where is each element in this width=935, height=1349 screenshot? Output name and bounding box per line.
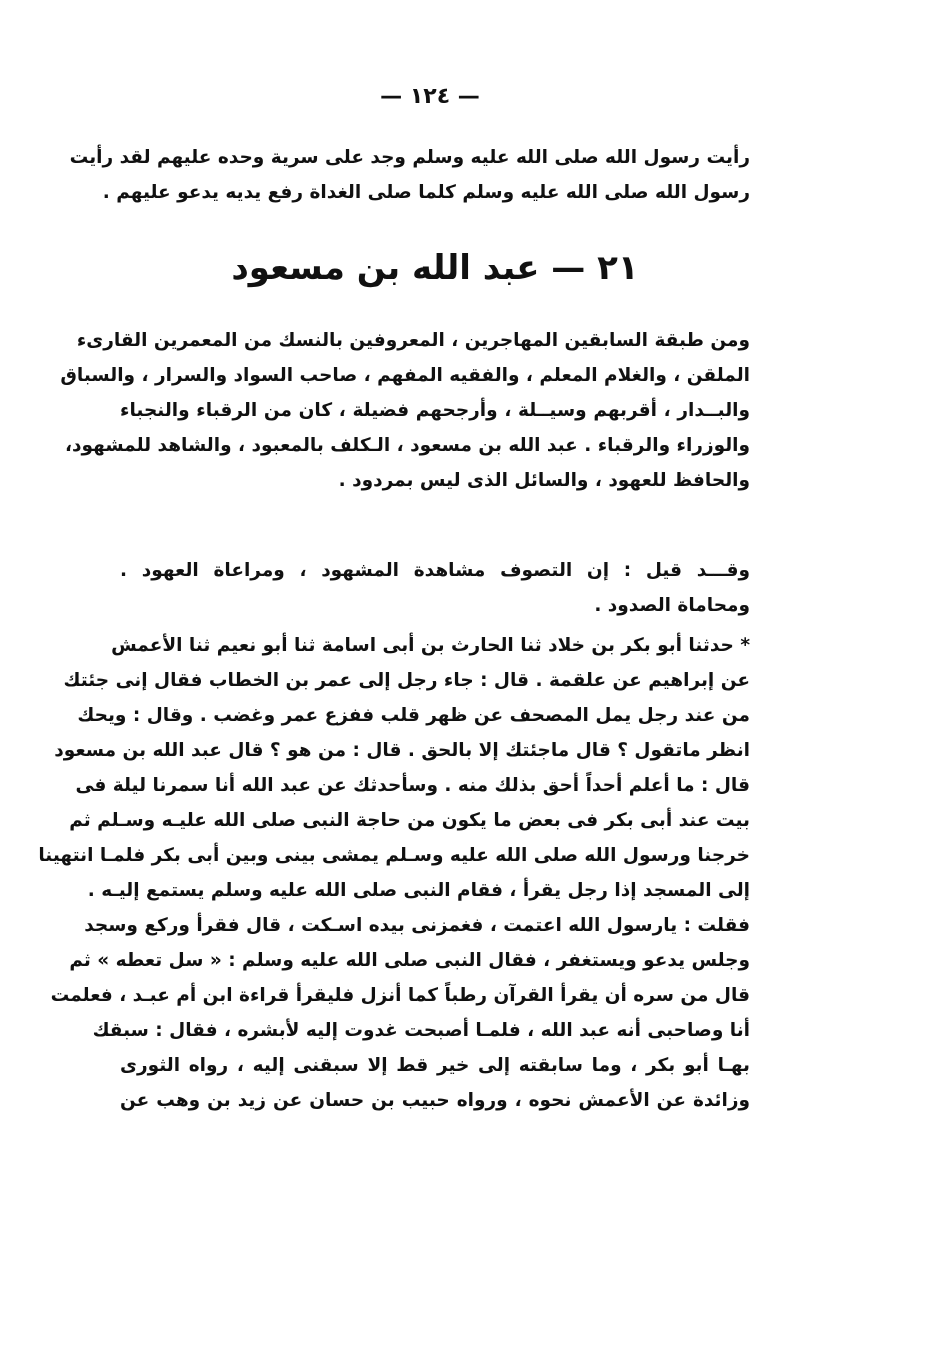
text-line: قال : ما أعلم أحداً أحق بذلك منه . وسأحدثك عن عبد الله أنا سمرنا ليلة فى xyxy=(75,775,750,796)
text-line: وزائدة عن الأعمش نحوه ، ورواه حبيب بن حسان عن زيد بن وهب عن xyxy=(120,1090,750,1111)
text-line: عن إبراهيم عن علقمة . قال : جاء رجل إلى عمر بن الخطاب فقال إنى جئتك xyxy=(63,670,750,691)
intro-paragraph xyxy=(69,140,750,210)
text-line: ومحاماة الصدود . xyxy=(594,595,750,616)
hadith-paragraph xyxy=(38,628,750,1118)
text-line: إلى المسجد إذا رجل يقرأ ، فقام النبى صلى الله عليه وسلم يستمع إليـه . xyxy=(87,880,750,901)
text-line: انظر ماتقول ؟ قال ماجئتك إلا بالحق . قال : من هو ؟ قال عبد الله بن مسعود xyxy=(54,740,750,761)
text-line: أنا وصاحبى أنه عبد الله ، فلمـا أصبحت غدوت إليه لأبشره ، فقال : سبقك xyxy=(92,1020,750,1041)
text-line: وجلس يدعو ويستغفر ، فقال النبى صلى الله عليه وسلم : « سل تعطه » ثم xyxy=(69,950,750,971)
text-line: رسول الله صلى الله عليه وسلم كلما صلى الغداة رفع يديه يدعو عليهم . xyxy=(102,182,750,203)
text-line: * حدثنا أبو بكر بن خلاد ثنا الحارث بن أبى اسامة ثنا أبو نعيم ثنا الأعمش xyxy=(111,635,750,656)
text-line: بيت عند أبى بكر فى بعض ما يكون من حاجة النبى صلى الله عليـه وسـلم ثم xyxy=(69,810,750,831)
text-line: والحافظ للعهود ، والسائل الذى ليس بمردود . xyxy=(338,470,750,491)
text-line: بهـا أبو بكر ، وما سابقته إلى خير قط إلا سبقنى إليه ، رواه الثورى xyxy=(120,1055,750,1076)
text-line: خرجنا ورسول الله صلى الله عليه وسـلم يمشى بينى وبين أبى بكر فلمـا انتهينا xyxy=(38,845,750,866)
text-line: والوزراء والرقباء . عبد الله بن مسعود ، الـكلف بالمعبود ، والشاهد للمشهود، xyxy=(65,435,750,456)
biography-paragraph xyxy=(60,323,750,498)
section-heading: ٢١ — عبد الله بن مسعود xyxy=(231,248,639,288)
text-line: فقلت : يارسول الله اعتمت ، فغمزنى بيده اسـكت ، قال فقرأ وركع وسجد xyxy=(84,915,750,936)
text-line: الملقن ، والغلام المعلم ، والفقيه المفهم ، صاحب السواد والسرار ، والسباق xyxy=(60,365,750,386)
text-line: وقـــد قيل : إن التصوف مشاهدة المشهود ، ومراعاة العهود . xyxy=(120,560,750,581)
text-line: ومن طبقة السابقين المهاجرين ، المعروفين بالنسك من المعمرين القارىء xyxy=(76,330,750,351)
text-line: قال من سره أن يقرأ القرآن رطباً كما أنزل فليقرأ قراءة ابن أم عبـد ، فعلمت xyxy=(50,985,750,1006)
saying-paragraph xyxy=(120,553,750,623)
page-number: — ١٢٤ — xyxy=(380,84,480,109)
text-line: رأيت رسول الله صلى الله عليه وسلم وجد على سرية وحده عليهم لقد رأيت xyxy=(69,147,750,168)
text-line: من عند رجل يمل المصحف عن ظهر قلب ففزع عمر وغضب . وقال : ويحك xyxy=(77,705,750,726)
text-line: والبــدار ، أقربهم وسيــلة ، وأرجحهم فضيلة ، كان من الرقباء والنجباء xyxy=(120,400,750,421)
